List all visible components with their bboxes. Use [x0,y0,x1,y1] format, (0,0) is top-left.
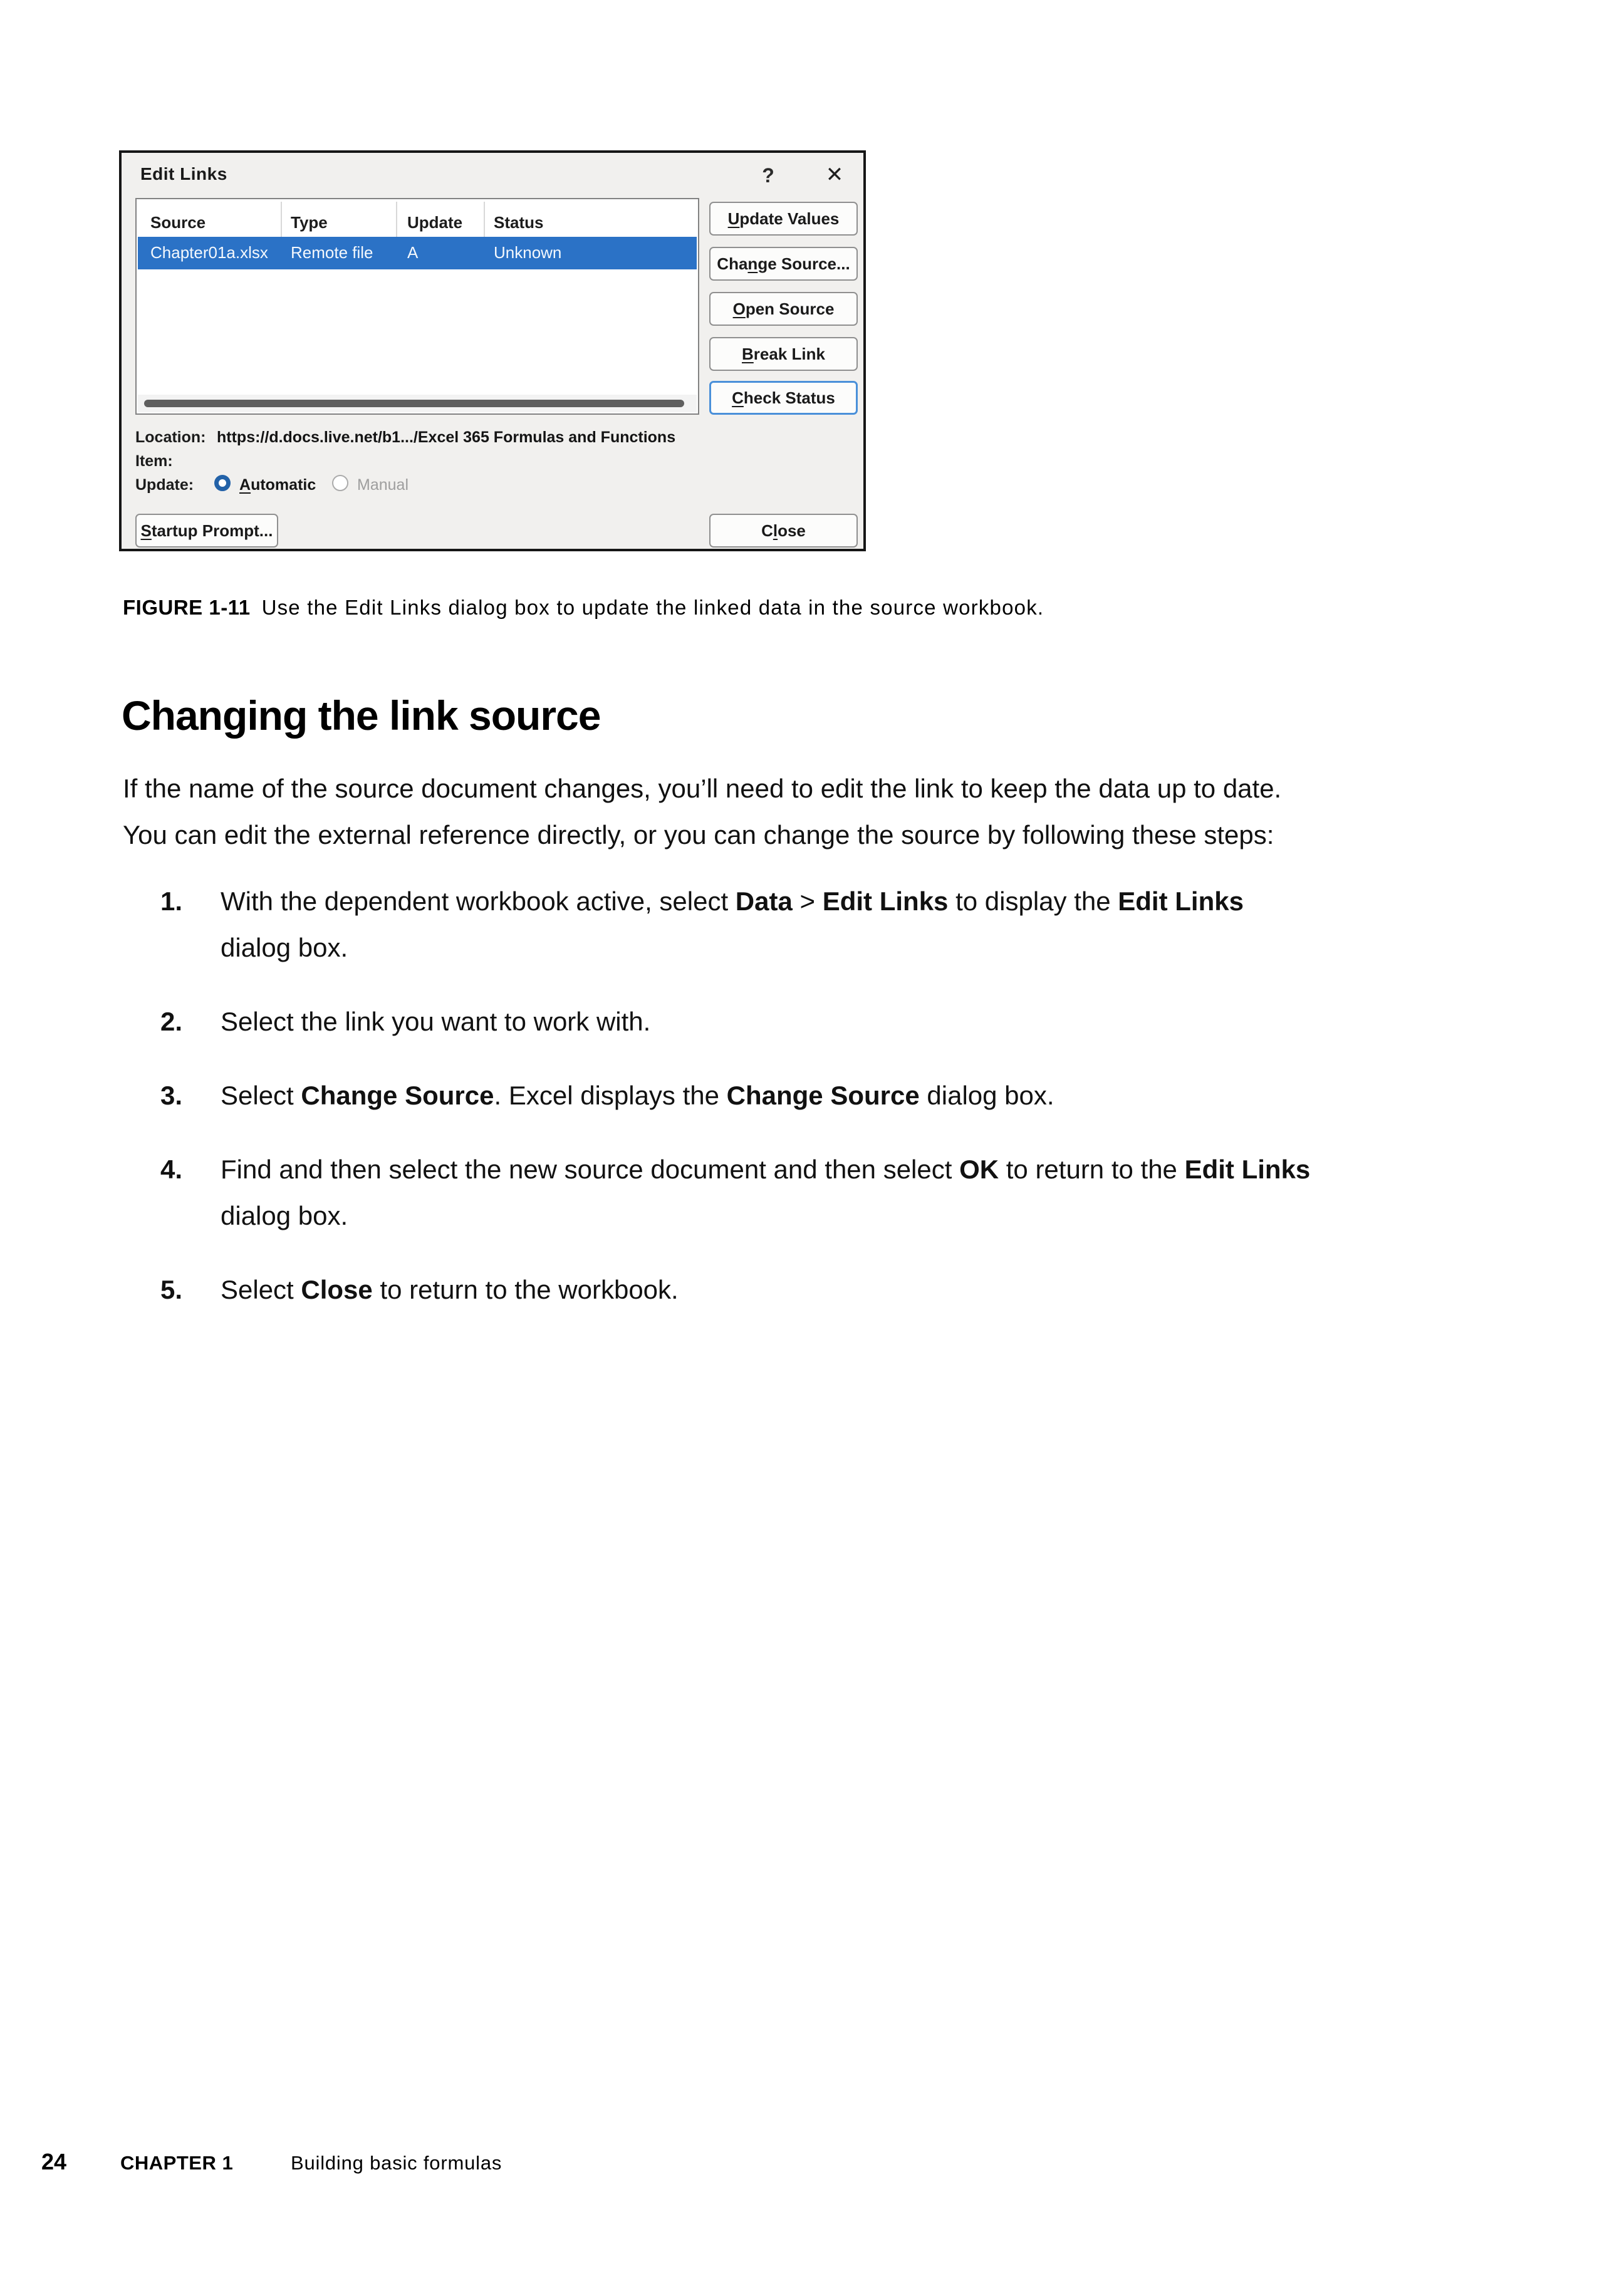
step-number: 3. [160,1081,183,1110]
manual-radio[interactable] [332,475,348,491]
horizontal-scrollbar[interactable] [138,395,697,412]
intro-paragraph [123,766,1539,858]
intro-line: You can edit the external reference directly, or you can change the source by following these steps: [123,820,1274,849]
page-number: 24 [41,2149,67,2174]
link-status: Unknown [494,243,562,262]
location-value: https://d.docs.live.net/b1.../Excel 365 Formulas and Functions [217,429,676,446]
column-header-type[interactable]: Type [291,213,328,232]
step-item [123,1146,1539,1239]
step-line: dialog box. [221,933,348,962]
column-header-status[interactable]: Status [494,213,544,232]
step-item [123,1073,1539,1119]
help-icon[interactable]: ? [762,164,774,187]
chapter-title: Building basic formulas [291,2152,502,2174]
column-header-source[interactable]: Source [150,213,206,232]
break-link-button[interactable]: B reak Link [709,337,858,371]
update-values-button[interactable]: U pdate Values [709,202,858,236]
section-heading: Changing the link source [122,692,601,739]
step-item [123,1267,1539,1313]
column-header-update[interactable]: Update [407,213,463,232]
automatic-radio[interactable] [214,475,231,491]
item-label: Item: [135,452,173,470]
check-status-button[interactable]: C heck Status [709,381,858,415]
link-type: Remote file [291,243,373,262]
manual-radio-label[interactable]: Manual [357,476,409,494]
automatic-radio-label[interactable]: Automatic [239,476,316,494]
steps-list [123,878,1539,1341]
figure-caption [123,596,1501,620]
intro-line: If the name of the source document changes, you’ll need to edit the link to keep the data up to date. [123,774,1282,803]
step-number: 5. [160,1275,183,1304]
step-number: 2. [160,1007,183,1036]
step-number: 1. [160,886,183,916]
step-line: Select Change Source. Excel displays the Change Source dialog box. [221,1081,1054,1110]
close-button[interactable]: C l ose [709,514,858,548]
open-source-button[interactable]: O pen Source [709,292,858,326]
close-icon[interactable]: ✕ [825,163,844,187]
startup-prompt-button[interactable]: S tartup Prompt... [135,514,278,548]
links-listbox[interactable] [135,198,699,415]
step-line: Select the link you want to work with. [221,1007,651,1036]
link-source: Chapter01a.xlsx [150,243,268,262]
update-label: Update: [135,476,194,494]
location-label: Location: [135,429,206,446]
figure-caption-label: FIGURE 1-11 [123,596,251,619]
link-update: A [407,243,419,262]
step-number: 4. [160,1155,183,1184]
scrollbar-thumb[interactable] [144,400,684,407]
change-source-button[interactable]: Cha n ge Source... [709,247,858,281]
step-item [123,878,1539,971]
dialog-title: Edit Links [140,164,227,184]
link-row-selected[interactable] [138,237,697,269]
page-footer [0,2149,1624,2186]
step-line: Select Close to return to the workbook. [221,1275,679,1304]
step-line: With the dependent workbook active, select Data > Edit Links to display the Edit Links [221,886,1244,916]
step-item [123,999,1539,1045]
figure-caption-text: Use the Edit Links dialog box to update the linked data in the source workbook. [261,596,1044,619]
step-line: dialog box. [221,1201,348,1230]
chapter-label: CHAPTER 1 [120,2152,234,2174]
edit-links-dialog [119,150,866,551]
step-line: Find and then select the new source document and then select OK to return to the Edit Links [221,1155,1311,1184]
